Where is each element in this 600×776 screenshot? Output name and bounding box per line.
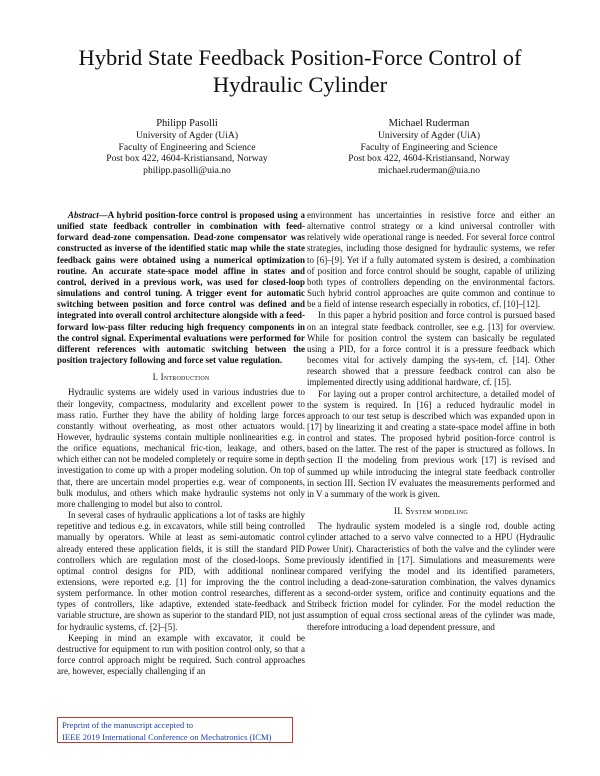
paragraph: Hydraulic systems are widely used in various industries due to their longevity, compactness, modularity and excellent power to mass ratio. Further they have the ability of holding large forces constantly without overheating, as most other actuators would. However, hydraulic systems contain multiple nonlinearities e.g. in the orifice equations, mechanical fric-tion, leakage, and others, which either can not be modeled completely or require some in depth investigation to come up with a proper modeling solution. On top of that, there are uncertain model properties e.g. wear of components, bulk modulus, and others which make hydraulic systems not only more challenging to model but also to control.	[57, 387, 305, 509]
title-line-2: Hydraulic Cylinder	[212, 72, 388, 97]
abstract-label: Abstract	[68, 210, 99, 220]
preprint-notice	[57, 717, 293, 743]
title-line-1: Hybrid State Feedback Position-Force Control of	[78, 45, 522, 70]
paper-title	[40, 44, 560, 98]
paragraph: environment has uncertainties in resistive force and either an alternative control strategy or a kind universal controller with relatively wide operational range is needed. For several force control strategies, including those designed for hydraulic systems, we refer to [6]–[9]. Yet if a fully automated system is desired, a combination of position and force control should be sought, capable of utilizing both types of controllers depending on the environmental factors. Such hybrid control approaches are quite common and continue to be a field of intense research especially in robotics, cf. [10]–[12].	[307, 210, 555, 310]
paragraph: For laying out a proper control architecture, a detailed model of the system is required. In [16] a reduced hydraulic model in approach to our test setup is described which was expanded upon in [17] by linearizing it and creating a state-space model affine in both control and states. The proposed hybrid position-force control is based on the latter. The rest of the paper is structured as follows. In section II the modeling from previous work [17] is revised and summed up while introducing the integral state feedback controller in section III. Section IV evaluates the measurements performed and in V a summary of the work is given.	[307, 388, 555, 499]
notice-line-2: IEEE 2019 International Conference on Mechatronics (ICM)	[62, 732, 272, 742]
author-email[interactable]: michael.ruderman@uia.no	[377, 165, 481, 177]
author-email[interactable]: philipp.pasolli@uia.no	[143, 165, 231, 177]
author-name: Michael Ruderman	[388, 118, 470, 129]
author-faculty: Faculty of Engineering and Science	[118, 141, 256, 153]
section-heading-introduction: I. Introduction	[152, 372, 210, 383]
right-column	[307, 210, 555, 633]
author-affiliation: University of Agder (UiA)	[377, 129, 481, 141]
author-faculty: Faculty of Engineering and Science	[360, 141, 498, 153]
paragraph: The hydraulic system modeled is a single rod, double acting cylinder attached to a servo valve connected to a HPU (Hydraulic Power Unit). Characteristics of both the valve and the cylinder were previously identified in [17]. Simulations and measurements were compared verifying the model and its identified parameters, including a dead-zone-saturation combination, the valves dynamics as a second-order system, orifice and continuity equations and the Stribeck friction model for cylinder. For the model reduction the assumption of equal cross sectional areas of the cylinder was made, therefore introducing a load dependent pressure, and	[307, 521, 555, 632]
abstract	[57, 210, 305, 366]
author-address: Post box 422, 4604-Kristiansand, Norway	[348, 153, 510, 165]
paragraph: In several cases of hydraulic applications a lot of tasks are highly repetitive and tedious e.g. in excavators, while still being controlled manually by operators. While at least as semi-automatic control already entered these application fields, it is still the standard PID controllers which are regulation most of the closed-loops. Some optimal control designs for PID, with additional nonlinear extensions, were reported e.g. [1] for improving the the control system performance. In other motion control researches, different types of controllers, like adaptive, extended state-feedback and variable structure, are shown as superior to the standard PID, not just for hydraulic systems, cf. [2]–[5].	[57, 510, 305, 632]
section-heading-system-modeling: II. System modeling	[394, 506, 468, 517]
author-affiliation: University of Agder (UiA)	[135, 129, 239, 141]
author-address: Post box 422, 4604-Kristiansand, Norway	[106, 153, 268, 165]
left-column	[57, 210, 305, 677]
author-block-1	[72, 118, 302, 177]
abstract-text: —A hybrid position-force control is proposed using a unified state feedback controller in combination with feed-forward dead-zone compensation. Dead-zone compensator was constructed as inverse of the identified static map while the state feedback gains were obtained using a numerical optimization routine. An accurate state-space model affine in states and control, derived in a previous work, was used for closed-loop simulations and control tuning. A trigger event for automatic switching between position and force control was defined and integrated into overall control architecture alongside with a feed-forward low-pass filter reducing high frequency components in the control signal. Experimental evaluations were performed for different references with automatic switching between the position trajectory following and force set value regulation.	[57, 210, 305, 366]
author-name: Philipp Pasolli	[156, 118, 218, 129]
author-block-2	[314, 118, 544, 177]
paragraph: Keeping in mind an example with excavator, it could be destructive for equipment to run with position control only, so that a force control approach might be required. Such control approaches are, however, especially challenging if an	[57, 632, 305, 677]
paragraph: In this paper a hybrid position and force control is pursued based on an integral state feedback controller, see e.g. [13] for overview. While for position control the system can basically be regulated using a PID, for a force control it is a pressure feedback which becomes vital for actively damping the sys-tem, cf. [14]. Other research showed that a pressure feedback control can also be implemented directly using additional hardware, cf. [15].	[307, 310, 555, 388]
notice-line-1: Preprint of the manuscript accepted to	[62, 720, 194, 730]
